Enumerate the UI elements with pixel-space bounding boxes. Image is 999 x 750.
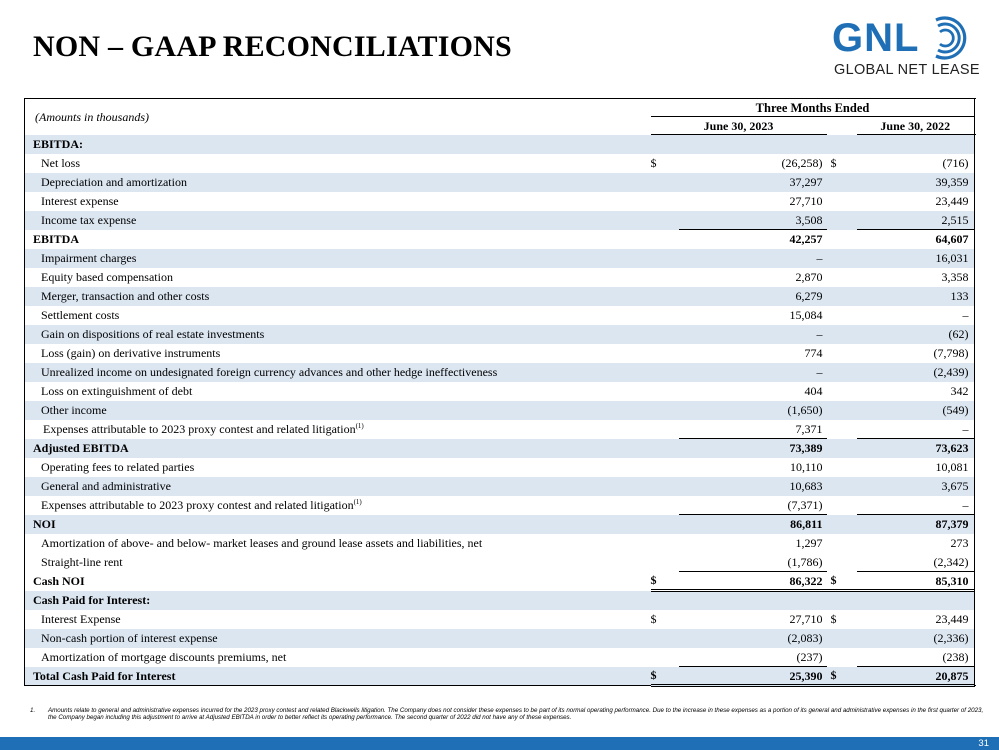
table-row xyxy=(25,553,975,572)
table-row xyxy=(25,648,975,667)
value-2022: (2,342) xyxy=(857,553,975,572)
value-2023: 37,297 xyxy=(679,173,827,192)
value-2022: 39,359 xyxy=(857,173,975,192)
value-2022: 23,449 xyxy=(857,192,975,211)
footnote-number: 1. xyxy=(30,707,36,714)
footnote-ref: (1) xyxy=(355,422,364,430)
table-row xyxy=(25,192,975,211)
value-2023: 3,508 xyxy=(679,211,827,230)
value-2022: 342 xyxy=(857,382,975,401)
row-label: Cash Paid for Interest: xyxy=(25,591,651,610)
table-header-row xyxy=(25,99,975,117)
table-row xyxy=(25,667,975,686)
value-2022: (2,439) xyxy=(857,363,975,382)
amounts-note: (Amounts in thousands) xyxy=(25,99,651,135)
value-2022: (716) xyxy=(857,154,975,173)
row-label: Amortization of mortgage discounts premiums, net xyxy=(25,648,651,667)
table-row xyxy=(25,211,975,230)
currency-2022: $ xyxy=(827,667,857,686)
table-row xyxy=(25,382,975,401)
value-2023: (1,650) xyxy=(679,401,827,420)
value-2022: (7,798) xyxy=(857,344,975,363)
value-2022: 2,515 xyxy=(857,211,975,230)
value-2023: 774 xyxy=(679,344,827,363)
row-label: Straight-line rent xyxy=(25,553,651,572)
row-label: Equity based compensation xyxy=(25,268,651,287)
value-2023: 7,371 xyxy=(679,420,827,439)
footer-bar xyxy=(0,737,999,750)
table-row xyxy=(25,401,975,420)
value-2023: (7,371) xyxy=(679,496,827,515)
value-2023: 404 xyxy=(679,382,827,401)
row-label: Operating fees to related parties xyxy=(25,458,651,477)
row-label: Loss on extinguishment of debt xyxy=(25,382,651,401)
row-label: Depreciation and amortization xyxy=(25,173,651,192)
row-label: Unrealized income on undesignated foreign currency advances and other hedge ineffectiveness xyxy=(25,363,651,382)
currency-2023: $ xyxy=(651,610,679,629)
value-2023: 6,279 xyxy=(679,287,827,306)
value-2023: – xyxy=(679,249,827,268)
logo-swirl-icon xyxy=(928,16,972,60)
table-row xyxy=(25,439,975,458)
table-row xyxy=(25,135,975,154)
value-2022: – xyxy=(857,420,975,439)
value-2023: 25,390 xyxy=(679,667,827,686)
value-2023: 73,389 xyxy=(679,439,827,458)
footnote-ref: (1) xyxy=(353,498,362,506)
table-row xyxy=(25,515,975,534)
table-row xyxy=(25,591,975,610)
currency-2022: $ xyxy=(827,154,857,173)
table-row xyxy=(25,534,975,553)
currency-2023: $ xyxy=(651,572,679,591)
table-row xyxy=(25,173,975,192)
row-label xyxy=(25,496,651,515)
value-2023: 10,110 xyxy=(679,458,827,477)
value-2023: (2,083) xyxy=(679,629,827,648)
table-row xyxy=(25,477,975,496)
period-header-2023: June 30, 2023 xyxy=(651,117,827,135)
table-row xyxy=(25,344,975,363)
value-2022: 133 xyxy=(857,287,975,306)
row-label: Settlement costs xyxy=(25,306,651,325)
value-2022: (238) xyxy=(857,648,975,667)
row-label: Interest Expense xyxy=(25,610,651,629)
value-2023: (1,786) xyxy=(679,553,827,572)
row-label xyxy=(25,420,651,439)
footnote-text: Amounts relate to general and administrative expenses incurred for the 2023 proxy contest and related Blackwells litigation. The Company does not consider these expenses to be part of its normal operating performance. Due to the increase in these expenses as a portion of its general and administrative expenses in the first quarter of 2023, the Company began including this adjustment to arrive at Adjusted EBITDA in order to better reflect its operating performance. The second quarter of 2022 did not have any of these expenses. xyxy=(48,707,984,722)
table-row xyxy=(25,287,975,306)
row-label: EBITDA: xyxy=(25,135,651,154)
value-2023: 1,297 xyxy=(679,534,827,553)
table-row xyxy=(25,230,975,249)
value-2022: 87,379 xyxy=(857,515,975,534)
page-number: 31 xyxy=(978,738,989,749)
value-2022: 64,607 xyxy=(857,230,975,249)
value-2022: 85,310 xyxy=(857,572,975,591)
logo-mark: GNL xyxy=(832,16,920,60)
row-label: Amortization of above- and below- market leases and ground lease assets and liabilities, net xyxy=(25,534,651,553)
period-group-header: Three Months Ended xyxy=(651,99,975,117)
row-label: EBITDA xyxy=(25,230,651,249)
value-2023: 10,683 xyxy=(679,477,827,496)
value-2023: (26,258) xyxy=(679,154,827,173)
currency-2022: $ xyxy=(827,610,857,629)
value-2022: (549) xyxy=(857,401,975,420)
row-label: Total Cash Paid for Interest xyxy=(25,667,651,686)
company-logo xyxy=(832,14,982,84)
row-label: NOI xyxy=(25,515,651,534)
value-2022: – xyxy=(857,496,975,515)
value-2023: 86,811 xyxy=(679,515,827,534)
value-2023: – xyxy=(679,325,827,344)
table-row xyxy=(25,268,975,287)
value-2022: 3,675 xyxy=(857,477,975,496)
value-2023: 27,710 xyxy=(679,192,827,211)
row-label: Net loss xyxy=(25,154,651,173)
value-2022: – xyxy=(857,306,975,325)
row-label: Gain on dispositions of real estate investments xyxy=(25,325,651,344)
table-row xyxy=(25,249,975,268)
table-row xyxy=(25,458,975,477)
period-header-2022: June 30, 2022 xyxy=(857,117,975,135)
value-2022: 10,081 xyxy=(857,458,975,477)
value-2022: (2,336) xyxy=(857,629,975,648)
currency-2023: $ xyxy=(651,154,679,173)
value-2022: 3,358 xyxy=(857,268,975,287)
value-2023: 42,257 xyxy=(679,230,827,249)
row-label: Adjusted EBITDA xyxy=(25,439,651,458)
value-2023: (237) xyxy=(679,648,827,667)
row-label: General and administrative xyxy=(25,477,651,496)
table-row xyxy=(25,306,975,325)
value-2022: 73,623 xyxy=(857,439,975,458)
value-2023: 2,870 xyxy=(679,268,827,287)
value-2022: 20,875 xyxy=(857,667,975,686)
value-2022: 273 xyxy=(857,534,975,553)
value-2023: 15,084 xyxy=(679,306,827,325)
row-label: Income tax expense xyxy=(25,211,651,230)
row-label: Loss (gain) on derivative instruments xyxy=(25,344,651,363)
row-label: Non-cash portion of interest expense xyxy=(25,629,651,648)
table-row xyxy=(25,496,975,515)
value-2022: 23,449 xyxy=(857,610,975,629)
table-row xyxy=(25,610,975,629)
row-label-text: Expenses attributable to 2023 proxy contest and related litigation xyxy=(43,422,356,436)
reconciliation-table xyxy=(24,98,975,687)
page-title: NON – GAAP RECONCILIATIONS xyxy=(33,30,512,63)
table-row xyxy=(25,325,975,344)
row-label: Other income xyxy=(25,401,651,420)
row-label-text: Expenses attributable to 2023 proxy contest and related litigation xyxy=(41,498,354,512)
currency-2023: $ xyxy=(651,667,679,686)
value-2022: 16,031 xyxy=(857,249,975,268)
table-row xyxy=(25,420,975,439)
footnote xyxy=(30,707,984,722)
value-2023: 27,710 xyxy=(679,610,827,629)
value-2023: 86,322 xyxy=(679,572,827,591)
logo-subtitle: GLOBAL NET LEASE xyxy=(834,62,980,78)
row-label: Cash NOI xyxy=(25,572,651,591)
table-row xyxy=(25,363,975,382)
currency-2022: $ xyxy=(827,572,857,591)
row-label: Impairment charges xyxy=(25,249,651,268)
table-row xyxy=(25,629,975,648)
row-label: Interest expense xyxy=(25,192,651,211)
value-2022: (62) xyxy=(857,325,975,344)
table-row xyxy=(25,154,975,173)
row-label: Merger, transaction and other costs xyxy=(25,287,651,306)
value-2023: – xyxy=(679,363,827,382)
table-row xyxy=(25,572,975,591)
